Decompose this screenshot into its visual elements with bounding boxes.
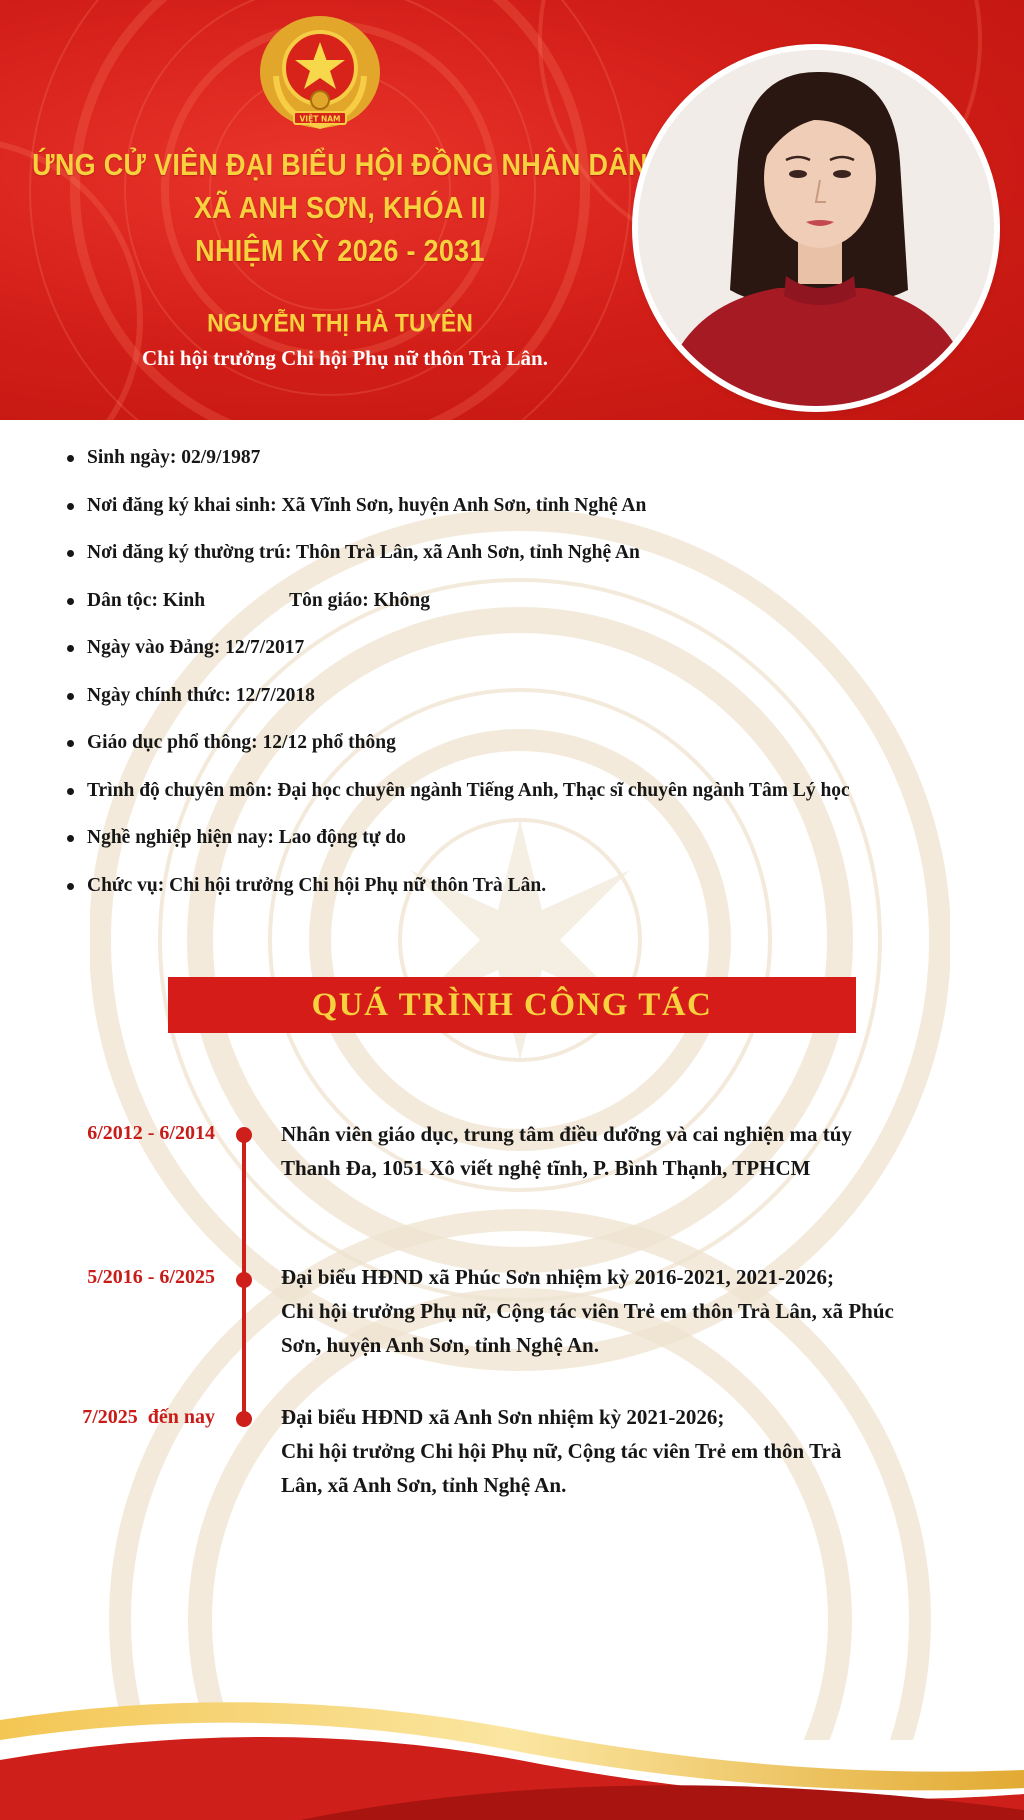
info-ethnicity: Dân tộc: Kinh — [87, 589, 206, 611]
campaign-title-line-1: ỨNG CỬ VIÊN ĐẠI BIỂU HỘI ĐỒNG NHÂN DÂN — [32, 148, 648, 182]
timeline-entry-line: Chi hội trưởng Chi hội Phụ nữ, Cộng tác viên Trẻ em thôn Trà — [281, 1439, 842, 1463]
candidate-name: NGUYỄN THỊ HÀ TUYÊN — [207, 308, 473, 338]
timeline-entry-line: Lân, xã Anh Sơn, tỉnh Nghệ An. — [281, 1473, 567, 1497]
candidate-position: Chi hội trưởng Chi hội Phụ nữ thôn Trà Lân. — [141, 346, 548, 370]
timeline-date: 7/2025 đến nay — [82, 1406, 215, 1428]
info-occupation: Nghề nghiệp hiện nay: Lao động tự do — [62, 823, 850, 871]
timeline-dot — [236, 1411, 252, 1427]
info-birth-registration: Nơi đăng ký khai sinh: Xã Vĩnh Sơn, huyện Anh Sơn, tỉnh Nghệ An — [62, 491, 850, 539]
timeline-date: 5/2016 - 6/2025 — [87, 1266, 215, 1288]
info-religion: Tôn giáo: Không — [289, 589, 430, 611]
timeline-dot — [236, 1272, 252, 1288]
timeline-entry — [281, 1400, 1001, 1502]
info-general-education: Giáo dục phổ thông: 12/12 phổ thông — [62, 728, 850, 776]
footer-ribbon — [0, 1660, 1024, 1820]
info-official-member-date: Ngày chính thức: 12/7/2018 — [62, 681, 850, 729]
info-qualification: Trình độ chuyên môn: Đại học chuyên ngành Tiếng Anh, Thạc sĩ chuyên ngành Tâm Lý học — [62, 776, 850, 824]
national-emblem — [258, 14, 382, 134]
header-banner — [0, 0, 1024, 420]
timeline-entry-line: Đại biểu HĐND xã Anh Sơn nhiệm kỳ 2021-2026; — [281, 1405, 725, 1429]
info-party-join-date: Ngày vào Đảng: 12/7/2017 — [62, 633, 850, 681]
timeline-entry — [281, 1117, 1001, 1185]
timeline-entry-line: Chi hội trưởng Phụ nữ, Cộng tác viên Trẻ em thôn Trà Lân, xã Phúc — [281, 1299, 894, 1323]
campaign-title-line-3: NHIỆM KỲ 2026 - 2031 — [195, 234, 485, 268]
timeline-dot — [236, 1127, 252, 1143]
timeline-date: 6/2012 - 6/2014 — [87, 1122, 215, 1144]
info-current-role: Chức vụ: Chi hội trưởng Chi hội Phụ nữ thôn Trà Lân. — [62, 871, 850, 919]
timeline-entry — [281, 1260, 1001, 1362]
timeline-entry-line: Nhân viên giáo dục, trung tâm điều dưỡng và cai nghiện ma túy — [281, 1122, 852, 1146]
candidate-info-list — [62, 443, 850, 918]
timeline-entry-line: Sơn, huyện Anh Sơn, tỉnh Nghệ An. — [281, 1333, 599, 1357]
svg-text:VIỆT NAM: VIỆT NAM — [299, 114, 341, 124]
info-permanent-residence: Nơi đăng ký thường trú: Thôn Trà Lân, xã Anh Sơn, tỉnh Nghệ An — [62, 538, 850, 586]
portrait-illustration — [638, 50, 994, 406]
info-ethnicity-religion — [62, 586, 850, 634]
timeline-entry-line: Thanh Đa, 1051 Xô viết nghệ tĩnh, P. Bình Thạnh, TPHCM — [281, 1156, 811, 1180]
info-birth-date: Sinh ngày: 02/9/1987 — [62, 443, 850, 491]
timeline-entry-line: Đại biểu HĐND xã Phúc Sơn nhiệm kỳ 2016-2021, 2021-2026; — [281, 1265, 835, 1289]
work-history-heading: QUÁ TRÌNH CÔNG TÁC — [168, 977, 856, 1033]
campaign-title-line-2: XÃ ANH SƠN, KHÓA II — [193, 191, 487, 225]
candidate-photo — [638, 50, 994, 406]
